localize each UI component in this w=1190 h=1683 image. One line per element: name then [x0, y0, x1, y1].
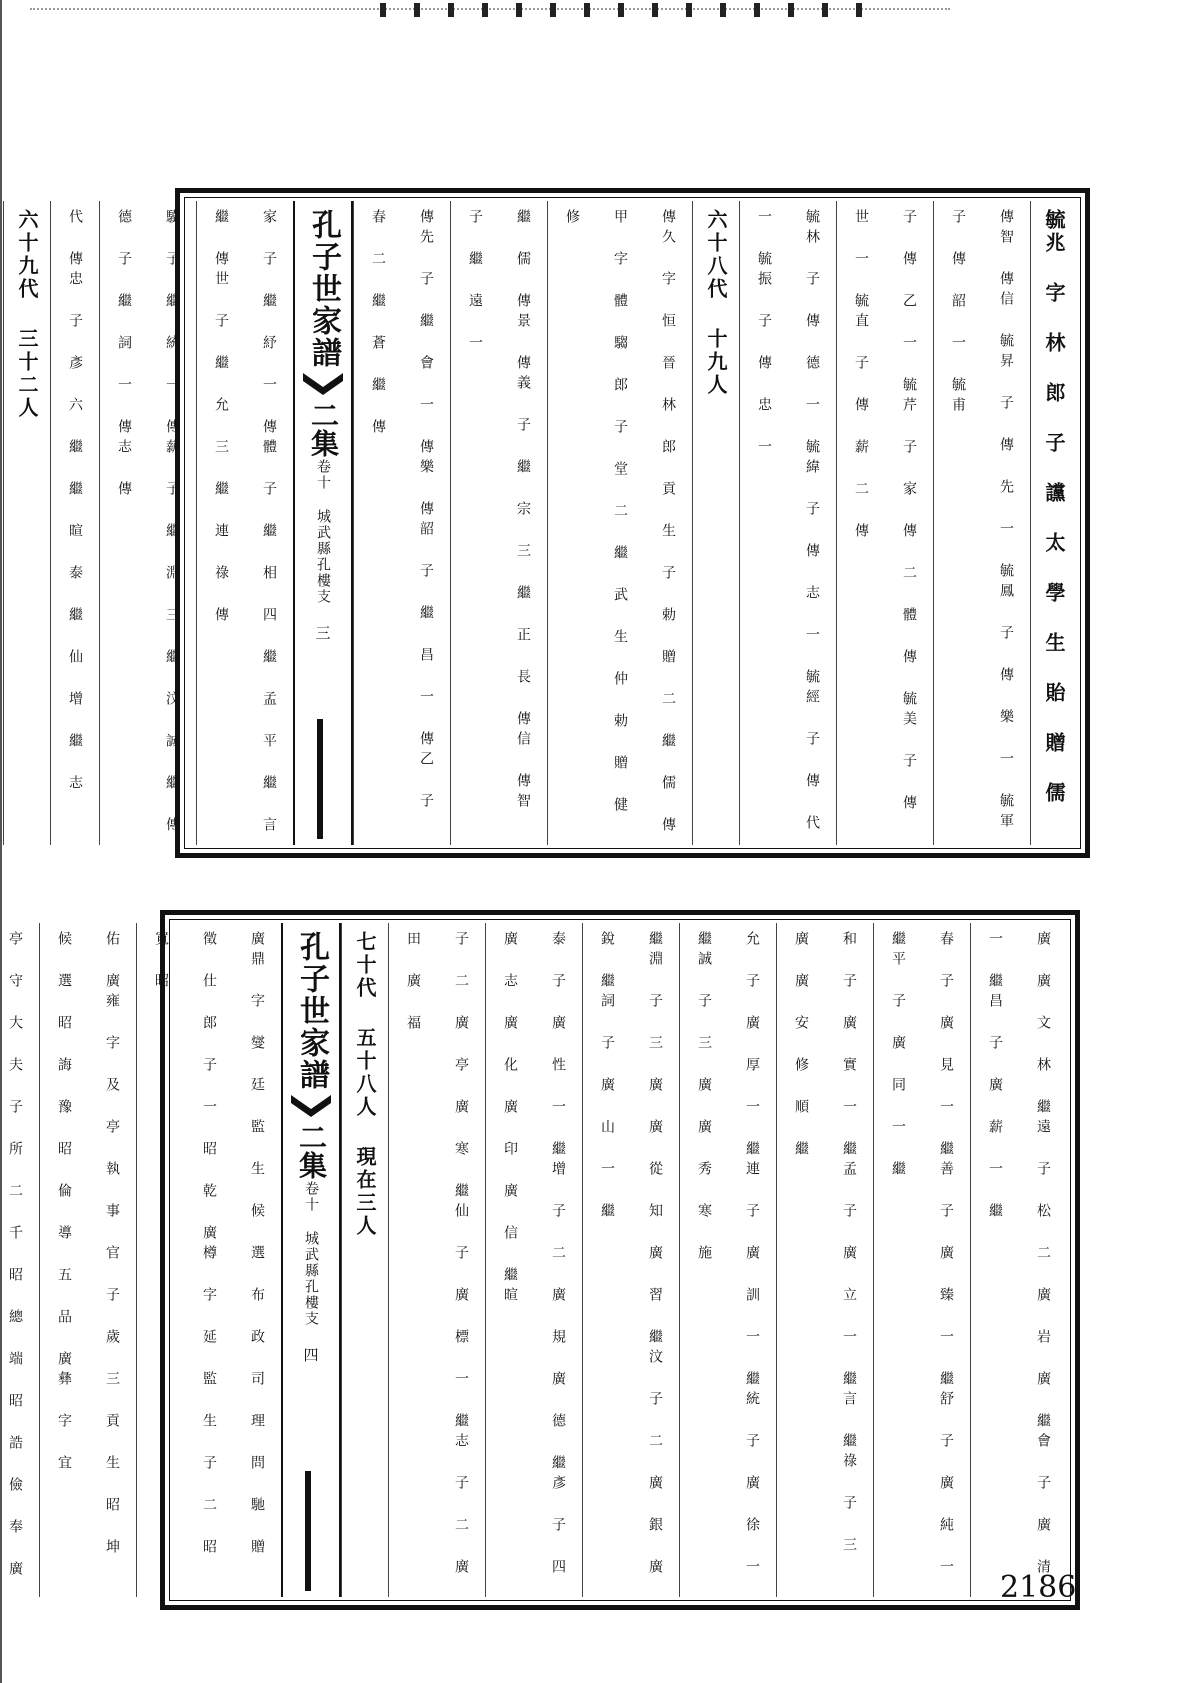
- text-column: 和 子 廣 實 一 繼孟 子 廣 立 一 繼言 繼祿 子 三 廣 廣 安 修 順 繼: [776, 923, 873, 1597]
- generation-heading: 六十九代 三十二人: [3, 201, 50, 845]
- spine-subtitle: 卷十 城武縣孔樓支: [315, 459, 331, 605]
- fish-tail-ornament-icon: [291, 1095, 331, 1117]
- text-column: 允 子 廣 厚 一 繼連 子 廣 訓 一 繼統 子 廣 徐 一 繼誠 子 三 廣 廣 秀 寒 施: [679, 923, 776, 1597]
- text-column: 廣鼎 字 燮 廷 監 生 候 選 布 政 司 理 問 馳 贈 徵 仕 郎 子 一 昭 乾 廣樽 字 延 監 生 子 二 昭 寬 昭: [136, 923, 281, 1597]
- top-cropped-characters: [380, 2, 940, 20]
- genealogy-panel-bottom: [7, 910, 1080, 1610]
- text-column: 傳久 字 恒 晉 林 郎 貢 生 子 勅 贈 二 繼 儒 傳甲 字 體 騶 郎 子 堂 二 繼 武 生 仲 勅 贈 健 修: [547, 201, 692, 845]
- text-column: 亭 守 大 夫 子 所 二 千 昭 總 端 昭 誥 儉 奉 廣: [0, 923, 39, 1597]
- text-column: 春 子 廣 見 一 繼善 子 廣 臻 一 繼舒 子 廣 純 一 繼平 子 廣 同 一 繼: [873, 923, 970, 1597]
- spine-title: 孔子世家譜: [306, 209, 341, 369]
- text-column: 佑 廣雍 字 及 亭 執 事 官 子 歲 三 貢 生 昭 坤 候 選 昭 誨 豫 昭 倫 導 五 品 廣彝 字 宜: [39, 923, 136, 1597]
- page-number: 2186: [1000, 1570, 1077, 1605]
- text-column: 驥 子 繼 統 一 傳薪 子 繼 淵 三 繼 汶 誠 繼 傳德 子 繼 詞 一 傳志 傳: [99, 201, 196, 845]
- text-column: 家 子 繼 紓 一 傳體 子 繼 相 四 繼 孟 平 繼 言 繼 傳世 子 繼 允 三 繼 連 祿 傳: [196, 201, 293, 845]
- book-spine-top: [293, 201, 353, 845]
- spine-bar: [317, 719, 323, 839]
- top-columns: [15, 201, 1077, 845]
- genealogy-panel-top: [15, 188, 1090, 858]
- bottom-columns: [7, 923, 1067, 1597]
- generation-heading: 六十八代 十九人: [692, 201, 739, 845]
- text-column: 傳智 傳信 毓昇 子 傳 先 一 毓鳳 子 傳 樂 一 毓軍 子 傳 韶 一 毓甫: [933, 201, 1030, 845]
- spine-page-number: 三: [313, 625, 332, 640]
- text-column: 子 傳 乙 一 毓芹 子 家 傳 二 體 傳 毓美 子 傳 世 一 毓直 子 傳 薪 二 傳: [836, 201, 933, 845]
- text-column: 傳先 子 繼 會 一 傳樂 傳韶 子 繼 昌 一 傳乙 子 春 二 繼 蒼 繼 傳: [353, 201, 450, 845]
- book-spine-bottom: [281, 923, 341, 1597]
- spine-bar: [305, 1471, 311, 1591]
- generation-heading: 七十代 五十八人 現在三人: [341, 923, 388, 1597]
- text-column: 繼淵 子 三 廣 廣 從 知 廣 習 繼汶 子 二 廣 銀 廣 銳 繼詞 子 廣 山 一 繼: [582, 923, 679, 1597]
- text-column: 毓林 子 傳 德 一 毓緯 子 傳 志 一 毓經 子 傳 代 一 毓振 子 傳 忠 一: [739, 201, 836, 845]
- text-column: 子 二 廣 亭 廣 寒 繼仙 子 廣 標 一 繼志 子 二 廣 田 廣 福: [388, 923, 485, 1597]
- spine-volume: 二集: [295, 1123, 328, 1179]
- fish-tail-ornament-icon: [303, 373, 343, 395]
- spine-title: 孔子世家譜: [294, 931, 329, 1091]
- spine-page-number: 四: [301, 1347, 320, 1362]
- text-column: 泰 子 廣 性 一 繼增 子 二 廣 規 廣 德 繼彥 子 四 廣 志 廣 化 廣 印 廣 信 繼暄: [485, 923, 582, 1597]
- text-column: 廣 廣 文 林 繼遠 子 松 二 廣 岩 廣 繼會 子 廣 清 一 繼昌 子 廣 薪 一 繼: [970, 923, 1067, 1597]
- text-column: 代 傳忠 子 彥 六 繼 繼 暄 泰 繼 仙 增 繼 志: [50, 201, 99, 845]
- spine-volume: 二集: [307, 401, 340, 457]
- text-column: 毓兆 字 林 郎 子 讜 太 學 生 貽 贈 儒: [1030, 201, 1077, 845]
- text-column: 繼 儒 傳景 傳義 子 繼 宗 三 繼 正 長 傳信 傳智 子 繼 遠 一: [450, 201, 547, 845]
- spine-subtitle: 卷十 城武縣孔樓支: [303, 1181, 319, 1327]
